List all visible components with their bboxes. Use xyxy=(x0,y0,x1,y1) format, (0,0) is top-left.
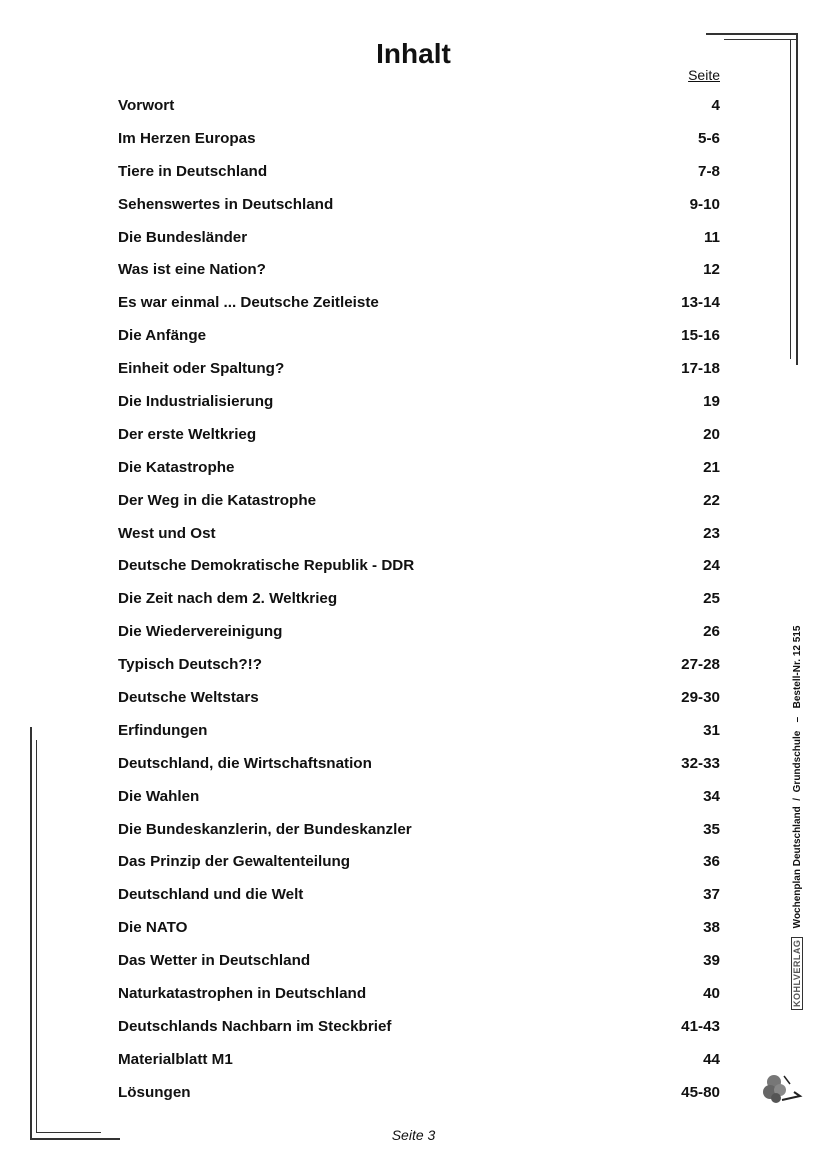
toc-entry-title: Die Wahlen xyxy=(118,787,200,805)
toc-entry-title: Deutsche Weltstars xyxy=(118,688,259,706)
toc-entry xyxy=(118,451,720,484)
frame-line-right-inner xyxy=(790,39,791,359)
toc-entry-title: Was ist eine Nation? xyxy=(118,261,266,279)
toc-entry-page: 7-8 xyxy=(698,162,720,180)
toc-entry-title: Deutschland und die Welt xyxy=(118,886,304,904)
page-column-header: Seite xyxy=(688,67,720,83)
toc-entry xyxy=(118,813,720,846)
toc-entry-title: Lösungen xyxy=(118,1083,191,1101)
page-footer: Seite 3 xyxy=(391,1127,436,1143)
toc-entry xyxy=(118,122,720,155)
toc-entry xyxy=(118,517,720,550)
toc-entry-page: 34 xyxy=(703,787,720,805)
toc-entry xyxy=(118,319,720,352)
toc-entry-page: 44 xyxy=(703,1050,720,1068)
toc-entry-title: Sehenswertes in Deutschland xyxy=(118,195,334,213)
publisher-logo-text: KOHLVERLAG xyxy=(791,937,803,1010)
toc-entry xyxy=(118,352,720,385)
toc-entry-title: Vorwort xyxy=(118,96,175,114)
frame-line-top xyxy=(706,33,796,35)
toc-entry xyxy=(118,944,720,977)
publisher-tree-logo-icon xyxy=(762,1070,804,1106)
toc-entry-page: 17-18 xyxy=(681,360,720,378)
toc-entry-page: 37 xyxy=(703,886,720,904)
toc-entry xyxy=(118,1010,720,1043)
table-of-contents xyxy=(118,89,720,1109)
toc-entry xyxy=(118,648,720,681)
toc-entry xyxy=(118,385,720,418)
order-number: Bestell-Nr. 12 515 xyxy=(792,625,803,709)
toc-entry-page: 12 xyxy=(703,261,720,279)
toc-entry-page: 36 xyxy=(703,853,720,871)
toc-entry-title: Die Zeit nach dem 2. Weltkrieg xyxy=(118,590,338,608)
toc-entry xyxy=(118,253,720,286)
publication-info xyxy=(792,626,803,1010)
toc-entry-page: 24 xyxy=(703,557,720,575)
toc-entry xyxy=(118,582,720,615)
toc-entry xyxy=(118,221,720,254)
toc-entry-page: 15-16 xyxy=(681,327,720,345)
toc-entry-title: Es war einmal ... Deutsche Zeitleiste xyxy=(118,294,379,312)
toc-entry-title: Die Wiedervereinigung xyxy=(118,623,283,641)
page-title: Inhalt xyxy=(376,38,451,69)
toc-entry xyxy=(118,977,720,1010)
toc-entry xyxy=(118,747,720,780)
toc-entry-page: 21 xyxy=(703,458,720,476)
toc-entry-page: 27-28 xyxy=(681,656,720,674)
separator-dash: – xyxy=(792,716,803,723)
toc-entry-page: 26 xyxy=(703,623,720,641)
toc-entry-page: 22 xyxy=(703,491,720,509)
toc-entry xyxy=(118,1043,720,1076)
toc-entry-page: 9-10 xyxy=(689,195,720,213)
toc-entry-title: Deutschlands Nachbarn im Steckbrief xyxy=(118,1017,392,1035)
toc-entry xyxy=(118,780,720,813)
toc-entry-title: Die Anfänge xyxy=(118,327,207,345)
school-level: Grundschule xyxy=(792,730,803,793)
separator-slash: / xyxy=(792,797,803,801)
toc-entry xyxy=(118,878,720,911)
toc-entry-page: 38 xyxy=(703,919,720,937)
toc-entry-page: 35 xyxy=(703,820,720,838)
toc-entry xyxy=(118,681,720,714)
toc-entry-page: 19 xyxy=(703,392,720,410)
frame-line-right xyxy=(796,33,798,365)
toc-entry-page: 23 xyxy=(703,524,720,542)
toc-entry xyxy=(118,615,720,648)
toc-entry xyxy=(118,155,720,188)
toc-entry-title: Die Bundeskanzlerin, der Bundeskanzler xyxy=(118,820,412,838)
toc-entry-page: 41-43 xyxy=(681,1017,720,1035)
toc-entry-page: 11 xyxy=(703,228,720,246)
toc-entry-page: 4 xyxy=(711,96,720,114)
toc-entry xyxy=(118,484,720,517)
toc-entry-title: Die NATO xyxy=(118,919,188,937)
toc-entry-page: 13-14 xyxy=(681,294,720,312)
toc-entry xyxy=(118,188,720,221)
toc-entry-title: Materialblatt M1 xyxy=(118,1050,233,1068)
toc-entry-title: Deutschland, die Wirtschaftsnation xyxy=(118,754,372,772)
toc-entry xyxy=(118,286,720,319)
toc-entry-title: Die Industrialisierung xyxy=(118,392,274,410)
toc-entry-title: Deutsche Demokratische Republik - DDR xyxy=(118,557,415,575)
toc-entry xyxy=(118,1076,720,1109)
toc-entry-title: Der erste Weltkrieg xyxy=(118,425,257,443)
toc-entry xyxy=(118,418,720,451)
toc-entry xyxy=(118,845,720,878)
toc-entry-title: Naturkatastrophen in Deutschland xyxy=(118,984,367,1002)
toc-entry xyxy=(118,89,720,122)
toc-entry xyxy=(118,714,720,747)
toc-entry-title: Typisch Deutsch?!? xyxy=(118,656,263,674)
toc-entry-title: Der Weg in die Katastrophe xyxy=(118,491,317,509)
toc-entry-title: Tiere in Deutschland xyxy=(118,162,268,180)
toc-entry xyxy=(118,549,720,582)
toc-entry-page: 29-30 xyxy=(681,688,720,706)
frame-line-left xyxy=(30,727,32,1139)
toc-entry-page: 25 xyxy=(703,590,720,608)
toc-entry-title: Im Herzen Europas xyxy=(118,129,256,147)
book-title: Wochenplan Deutschland xyxy=(792,806,803,929)
toc-entry-title: Erfindungen xyxy=(118,721,208,739)
frame-line-bottom-inner xyxy=(36,1132,101,1133)
toc-entry-title: Die Katastrophe xyxy=(118,458,235,476)
toc-entry-title: Das Wetter in Deutschland xyxy=(118,952,311,970)
toc-entry-title: Einheit oder Spaltung? xyxy=(118,360,285,378)
toc-entry-page: 40 xyxy=(703,984,720,1002)
toc-entry-title: Die Bundesländer xyxy=(118,228,248,246)
toc-entry-page: 45-80 xyxy=(681,1083,720,1101)
toc-entry-page: 32-33 xyxy=(681,754,720,772)
frame-line-top-inner xyxy=(724,39,797,40)
toc-entry-title: West und Ost xyxy=(118,524,216,542)
frame-line-bottom xyxy=(30,1138,120,1140)
toc-entry-title: Das Prinzip der Gewaltenteilung xyxy=(118,853,351,871)
frame-line-left-inner xyxy=(36,740,37,1133)
toc-entry xyxy=(118,911,720,944)
toc-entry-page: 39 xyxy=(703,952,720,970)
toc-entry-page: 31 xyxy=(703,721,720,739)
toc-entry-page: 20 xyxy=(703,425,720,443)
toc-entry-page: 5-6 xyxy=(698,129,720,147)
